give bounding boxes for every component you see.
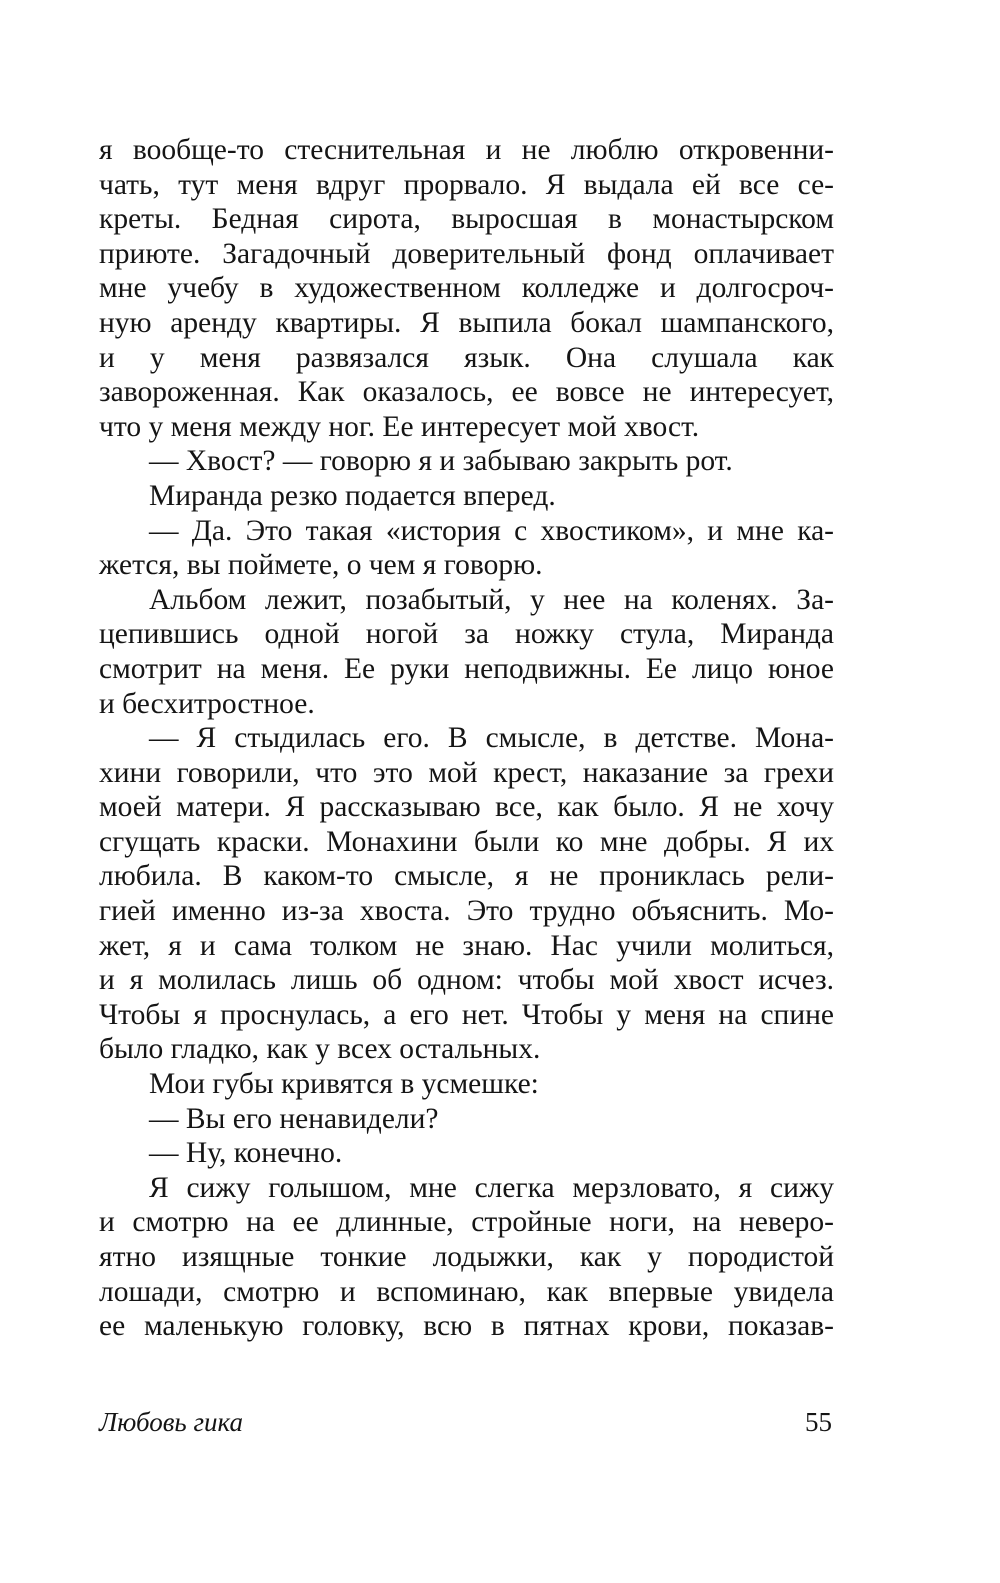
text-line: чать, тут меня вдруг прорвало. Я выдала ей все се- [99,168,834,201]
text-line: Миранда резко подается вперед. [149,479,556,512]
text-line: мне учебу в художественном колледже и долгосроч- [99,272,834,305]
text-line: лошади, смотрю и вспоминаю, как впервые увидела [99,1275,834,1308]
text-line: гией именно из-за хвоста. Это трудно объяснить. Мо- [99,895,834,928]
text-line: — Да. Это такая «история с хвостиком», и мне ка- [149,514,834,547]
text-line: что у меня между ног. Ее интересует мой хвост. [99,410,700,443]
text-line: и у меня развязался язык. Она слушала как [99,341,834,374]
text-line: — Ну, конечно. [149,1137,343,1170]
text-line: креты. Бедная сирота, выросшая в монастырском [99,203,834,236]
text-line: — Вы его ненавидели? [149,1102,439,1135]
text-line: — Я стыдилась его. В смысле, в детстве. Мона- [149,722,834,755]
text-line: Я сижу голышом, мне слегка мерзловато, я сижу [149,1171,834,1204]
text-line: и смотрю на ее длинные, стройные ноги, на неверо- [99,1206,834,1239]
text-line: было гладко, как у всех остальных. [99,1033,541,1066]
text-line: моей матери. Я рассказываю все, как было. Я не хочу [99,791,834,824]
text-line: и бесхитростное. [99,687,315,720]
text-line: Чтобы я проснулась, а его нет. Чтобы у меня на спине [99,998,834,1031]
text-line: — Хвост? — говорю я и забываю закрыть рот. [149,445,733,478]
text-line: приюте. Загадочный доверительный фонд оплачивает [99,237,834,270]
running-title: Любовь гика [99,1407,243,1437]
page-footer [99,1404,834,1440]
text-line: хини говорили, что это мой крест, наказание за грехи [99,756,834,789]
text-line: и я молилась лишь об одном: чтобы мой хвост исчез. [99,964,834,997]
text-line: цепившись одной ногой за ножку стула, Миранда [99,618,834,651]
text-line: ную аренду квартиры. Я выпила бокал шампанского, [99,306,834,339]
text-line: жется, вы поймете, о чем я говорю. [99,549,543,582]
text-line: Альбом лежит, позабытый, у нее на коленях. За- [149,583,834,616]
text-line: смотрит на меня. Ее руки неподвижны. Ее лицо юное [99,652,834,685]
text-line: сгущать краски. Монахини были ко мне добры. Я их [99,825,834,858]
text-line: я вообще-то стеснительная и не люблю откровенни- [99,134,834,166]
text-line: жет, я и сама толком не знаю. Нас учили молиться, [99,929,834,962]
text-line: ее маленькую головку, всю в пятнах крови, показав- [99,1310,834,1343]
text-line: Мои губы кривятся в усмешке: [149,1068,539,1101]
text-line: завороженная. Как оказалось, ее вовсе не интересует, [99,376,834,409]
page-number: 55 [805,1407,832,1437]
text-line: любила. В каком-то смысле, я не прониклась рели- [99,860,834,893]
body-text [99,133,834,1344]
text-line: ятно изящные тонкие лодыжки, как у породистой [99,1241,834,1273]
